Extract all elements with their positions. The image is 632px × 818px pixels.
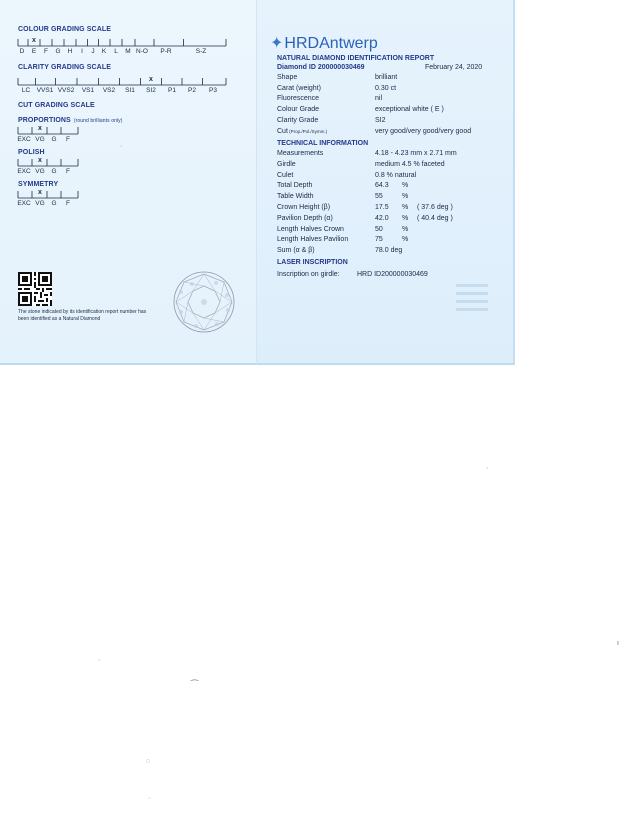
- grading-field-key: Clarity Grade: [277, 116, 319, 124]
- tech-field-key: Length Halves Pavilion: [277, 236, 349, 244]
- colour-scale-grade-label: N-O: [136, 48, 148, 55]
- tech-field-value: 42.0: [375, 214, 389, 222]
- cut-scale-title: CUT GRADING SCALE: [18, 102, 95, 109]
- proportions-scale-ticks: [18, 124, 78, 136]
- colour-scale-grade-label: H: [67, 48, 73, 55]
- tech-field-unit: %: [402, 225, 409, 233]
- natural-diamond-note: The stone indicated by its identification report number has been identified as a Natural Diamond: [18, 309, 147, 322]
- tech-field-key: Length Halves Crown: [277, 225, 344, 233]
- tech-field-key: Measurements: [277, 150, 324, 157]
- symmetry-scale-ticks: [18, 188, 78, 200]
- tech-field-value: 50: [375, 225, 383, 233]
- clarity-scale-grade-label: P2: [188, 87, 196, 94]
- laser-key: Inscription on girdle:: [277, 271, 340, 278]
- colour-scale-ticks: [18, 36, 226, 48]
- diamond-id: Diamond ID 200000030469: [277, 64, 365, 71]
- colour-scale-grade-label: L: [114, 48, 118, 55]
- tech-field-value: 0.8 % natural: [375, 171, 417, 179]
- tech-field-unit: %: [402, 236, 409, 244]
- proportions-scale-grade-label: G: [51, 136, 57, 143]
- polish-scale-grade-label: G: [51, 168, 57, 175]
- star-icon: ✦: [270, 35, 284, 52]
- diamond-plot-icon: [172, 270, 236, 334]
- proportions-title: [18, 117, 123, 124]
- clarity-scale-grade-label: P3: [209, 87, 217, 94]
- proportions-scale-grade-label: F: [66, 136, 70, 143]
- grading-field-value: nil: [375, 95, 383, 103]
- grading-field-value: exceptional white ( E ): [375, 106, 444, 114]
- colour-grading-scale: [18, 36, 226, 60]
- clarity-scale-grade-label: VVS1: [36, 87, 54, 94]
- polish-title: POLISH: [18, 149, 45, 156]
- colour-scale-title: COLOUR GRADING SCALE: [18, 26, 111, 33]
- symmetry-scale-grade-label: EXC: [17, 200, 31, 207]
- tech-field-unit: %: [402, 214, 409, 222]
- tech-field-unit: %: [402, 193, 409, 201]
- scan-speck: ◌: [146, 758, 151, 765]
- tech-field-value: 64.3: [375, 182, 389, 190]
- symmetry-title: SYMMETRY: [18, 181, 59, 188]
- scan-speck: ·: [486, 465, 489, 472]
- clarity-scale-grade-label: P1: [168, 87, 176, 94]
- polish-scale-grade-label: EXC: [17, 168, 31, 175]
- scan-speck: ı: [617, 640, 619, 647]
- grading-field-key: Shape: [277, 74, 298, 81]
- technical-info-title: TECHNICAL INFORMATION: [277, 140, 369, 147]
- clarity-scale-grade-label: SI2: [146, 87, 156, 94]
- proportions-scale-grade-label: EXC: [17, 136, 31, 143]
- colour-scale-grade-label: D: [19, 48, 25, 55]
- scan-speck: ⁀: [191, 680, 199, 690]
- scan-speck: ·: [120, 143, 123, 150]
- polish-scale-grade-label: F: [66, 168, 70, 175]
- clarity-scale-grade-label: VS2: [102, 87, 116, 94]
- clarity-scale-grade-label: SI1: [125, 87, 135, 94]
- colour-scale-grade-label: I: [81, 48, 83, 55]
- clarity-scale-grade-label: VVS2: [57, 87, 75, 94]
- grading-field-value: very good/very good/very good: [375, 127, 472, 135]
- tech-field-value: medium 4.5 % faceted: [375, 160, 445, 168]
- logo-prefix: HRD: [284, 35, 320, 52]
- polish-scale-grade-label: VG: [35, 168, 45, 175]
- tech-field-value: 75: [375, 236, 383, 244]
- symmetry-scale-selected-mark: x: [38, 189, 42, 196]
- polish-scale-selected-mark: x: [38, 157, 42, 164]
- colour-scale-grade-label: M: [125, 48, 131, 55]
- clarity-scale-selected-mark: x: [149, 76, 153, 83]
- clarity-scale-grade-label: LC: [21, 87, 31, 94]
- grading-field-key-note: (Prop./Pol./Symm.): [287, 128, 328, 134]
- tech-field-value: 55: [375, 193, 383, 201]
- colour-scale-grade-label: K: [101, 48, 107, 55]
- colour-scale-grade-label: E: [31, 48, 37, 55]
- clarity-scale-grade-label: VS1: [81, 87, 95, 94]
- tech-field-key: Culet: [277, 171, 294, 179]
- colour-scale-grade-label: P-R: [160, 48, 172, 55]
- grading-field-key: Colour Grade: [277, 106, 320, 114]
- tech-field-value: 4.18 - 4.23 mm x 2.71 mm: [375, 150, 457, 157]
- symmetry-scale-grade-label: F: [66, 200, 70, 207]
- clarity-scale-title: CLARITY GRADING SCALE: [18, 64, 111, 71]
- qr-code-icon: [18, 272, 52, 306]
- tech-field-extra: ( 40.4 deg ): [417, 214, 453, 222]
- hologram-icon: [452, 278, 492, 318]
- hrd-antwerp-logo: [270, 33, 378, 53]
- tech-field-value: 17.5: [375, 204, 389, 211]
- colour-scale-grade-label: F: [44, 48, 48, 55]
- grading-field-value: brilliant: [375, 74, 398, 81]
- clarity-scale-ticks: [18, 75, 226, 87]
- tech-field-key: Table Width: [277, 193, 314, 201]
- proportions-label: PROPORTIONS: [18, 117, 71, 124]
- laser-inscription-title: LASER INSCRIPTION: [277, 259, 348, 266]
- colour-scale-grade-label: J: [91, 48, 95, 55]
- laser-value: HRD ID200000030469: [357, 271, 428, 278]
- colour-scale-grade-label: S-Z: [195, 48, 207, 55]
- colour-scale-selected-mark: x: [32, 37, 36, 44]
- tech-field-key: Pavilion Depth (α): [277, 214, 333, 222]
- grading-field-key: Carat (weight): [277, 84, 321, 92]
- grading-field-value: SI2: [375, 116, 386, 124]
- polish-scale-ticks: [18, 156, 78, 168]
- proportions-scale-grade-label: VG: [35, 136, 45, 143]
- proportions-note: (round brilliants only): [73, 118, 123, 124]
- proportions-scale-selected-mark: x: [38, 125, 42, 132]
- grading-field-key: Fluorescence: [277, 95, 320, 103]
- polish-scale: [18, 156, 78, 180]
- colour-scale-grade-label: G: [55, 48, 61, 55]
- grading-scales-panel: [0, 0, 257, 365]
- tech-field-value: 78.0 deg: [375, 247, 403, 255]
- symmetry-scale: [18, 188, 78, 212]
- grading-field-key: Cut (Prop./Pol./Symm.): [277, 127, 328, 135]
- report-title: NATURAL DIAMOND IDENTIFICATION REPORT: [277, 55, 435, 62]
- tech-field-key: Total Depth: [277, 182, 313, 190]
- report-date: February 24, 2020: [425, 64, 483, 71]
- symmetry-scale-grade-label: G: [51, 200, 57, 207]
- proportions-scale: [18, 124, 78, 148]
- logo-suffix: Antwerp: [319, 35, 378, 52]
- symmetry-scale-grade-label: VG: [35, 200, 45, 207]
- clarity-grading-scale: [18, 75, 226, 99]
- tech-field-key: Girdle: [277, 160, 296, 168]
- scan-speck: ·: [98, 657, 101, 664]
- tech-field-key: Sum (α & β): [277, 247, 315, 255]
- grading-field-value: 0.30 ct: [375, 84, 397, 92]
- tech-field-unit: %: [402, 182, 409, 190]
- scan-speck: ·: [148, 795, 151, 802]
- tech-field-unit: %: [402, 204, 409, 211]
- tech-field-key: Crown Height (β): [277, 204, 331, 211]
- tech-field-extra: ( 37.6 deg ): [417, 204, 453, 211]
